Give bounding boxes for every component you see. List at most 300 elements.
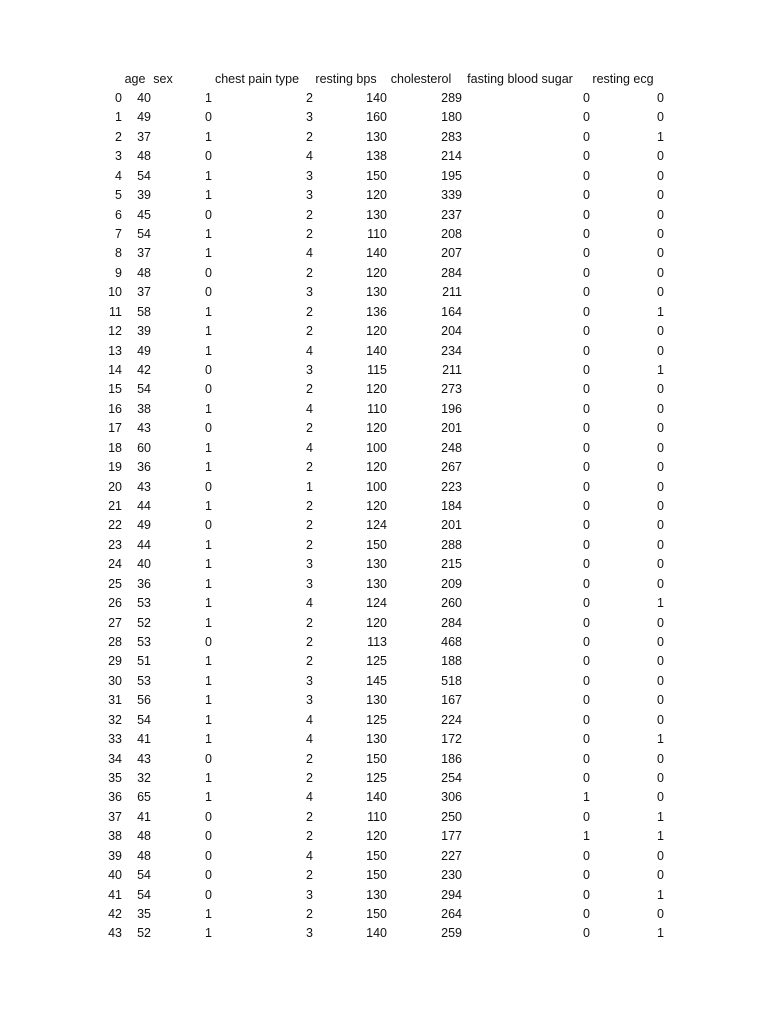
header-cholesterol: cholesterol xyxy=(390,72,452,86)
resting-bps-cell: 145 xyxy=(366,673,387,688)
resting-bps-cell: 120 xyxy=(366,829,387,844)
row-index: 10 xyxy=(108,285,122,300)
cholesterol-cell: 201 xyxy=(441,518,462,533)
age-cell: 58 xyxy=(137,304,151,319)
sex-cell: 1 xyxy=(205,168,212,183)
cholesterol-cell: 260 xyxy=(441,596,462,611)
sex-cell: 1 xyxy=(205,673,212,688)
age-cell: 32 xyxy=(137,771,151,786)
chest-pain-type-cell: 2 xyxy=(306,129,313,144)
fasting-blood-sugar-cell: 0 xyxy=(583,129,590,144)
fasting-blood-sugar-cell: 0 xyxy=(583,91,590,105)
chest-pain-type-cell: 3 xyxy=(306,363,313,378)
chest-pain-type-cell: 4 xyxy=(306,343,313,358)
resting-ecg-cell: 0 xyxy=(657,421,664,436)
age-cell: 44 xyxy=(137,537,151,552)
resting-bps-cell: 136 xyxy=(366,304,387,319)
resting-ecg-cell: 0 xyxy=(657,790,664,805)
fasting-blood-sugar-cell: 0 xyxy=(583,460,590,475)
sex-cell: 1 xyxy=(205,460,212,475)
fasting-blood-sugar-cell: 0 xyxy=(583,343,590,358)
resting-ecg-cell: 0 xyxy=(657,440,664,455)
age-cell: 56 xyxy=(137,693,151,708)
chest-pain-type-cell: 4 xyxy=(306,246,313,261)
age-cell: 37 xyxy=(137,129,151,144)
row-index: 28 xyxy=(108,635,122,650)
age-cell: 43 xyxy=(137,421,151,436)
fasting-blood-sugar-cell: 0 xyxy=(583,518,590,533)
resting-ecg-cell: 1 xyxy=(657,304,664,319)
resting-bps-cell: 125 xyxy=(366,712,387,727)
resting-bps-cell: 100 xyxy=(366,440,387,455)
age-cell: 41 xyxy=(137,809,151,824)
chest-pain-type-cell: 2 xyxy=(306,265,313,280)
header-resting-ecg: resting ecg xyxy=(592,72,654,86)
chest-pain-type-cell: 3 xyxy=(306,576,313,591)
age-cell: 37 xyxy=(137,246,151,261)
row-index: 7 xyxy=(115,227,122,241)
sex-cell: 1 xyxy=(205,324,212,339)
fasting-blood-sugar-cell: 0 xyxy=(583,848,590,863)
age-cell: 53 xyxy=(137,673,151,688)
resting-ecg-cell: 0 xyxy=(657,673,664,688)
fasting-blood-sugar-cell: 0 xyxy=(583,440,590,455)
row-index: 5 xyxy=(115,188,122,203)
sex-cell: 1 xyxy=(205,926,212,941)
sex-cell: 1 xyxy=(205,732,212,747)
resting-ecg-cell: 1 xyxy=(657,596,664,611)
resting-ecg-cell: 1 xyxy=(657,829,664,844)
cholesterol-cell: 273 xyxy=(441,382,462,397)
cholesterol-cell: 284 xyxy=(441,615,462,630)
row-index: 1 xyxy=(115,110,122,125)
fasting-blood-sugar-cell: 0 xyxy=(583,907,590,922)
sex-cell: 1 xyxy=(205,304,212,319)
chest-pain-type-cell: 4 xyxy=(306,401,313,416)
age-cell: 43 xyxy=(137,479,151,494)
resting-ecg-cell: 0 xyxy=(657,518,664,533)
resting-bps-cell: 130 xyxy=(366,207,387,222)
resting-bps-cell: 130 xyxy=(366,576,387,591)
age-cell: 48 xyxy=(137,149,151,164)
chest-pain-type-cell: 3 xyxy=(306,110,313,125)
row-index: 34 xyxy=(108,751,122,766)
age-cell: 49 xyxy=(137,110,151,125)
resting-bps-cell: 130 xyxy=(366,887,387,902)
row-index: 29 xyxy=(108,654,122,669)
sex-cell: 0 xyxy=(205,479,212,494)
sex-cell: 0 xyxy=(205,382,212,397)
cholesterol-cell: 215 xyxy=(441,557,462,572)
age-cell: 48 xyxy=(137,829,151,844)
row-index: 33 xyxy=(108,732,122,747)
sex-cell: 1 xyxy=(205,576,212,591)
row-index: 42 xyxy=(108,907,122,922)
sex-cell: 1 xyxy=(205,129,212,144)
chest-pain-type-cell: 4 xyxy=(306,596,313,611)
sex-cell: 1 xyxy=(205,246,212,261)
fasting-blood-sugar-cell: 0 xyxy=(583,168,590,183)
age-cell: 37 xyxy=(137,285,151,300)
age-cell: 54 xyxy=(137,382,151,397)
fasting-blood-sugar-cell: 0 xyxy=(583,654,590,669)
fasting-blood-sugar-cell: 0 xyxy=(583,188,590,203)
resting-ecg-cell: 0 xyxy=(657,848,664,863)
row-index: 27 xyxy=(108,615,122,630)
resting-bps-cell: 110 xyxy=(367,809,387,824)
age-cell: 53 xyxy=(137,635,151,650)
fasting-blood-sugar-cell: 0 xyxy=(583,479,590,494)
age-cell: 36 xyxy=(137,460,151,475)
cholesterol-cell: 230 xyxy=(441,868,462,883)
row-index: 41 xyxy=(108,887,122,902)
cholesterol-cell: 283 xyxy=(441,129,462,144)
chest-pain-type-cell: 3 xyxy=(306,188,313,203)
row-index: 37 xyxy=(108,809,122,824)
row-index: 14 xyxy=(108,363,122,378)
chest-pain-type-cell: 4 xyxy=(306,149,313,164)
row-index: 31 xyxy=(108,693,122,708)
age-cell: 38 xyxy=(137,401,151,416)
chest-pain-type-cell: 4 xyxy=(306,848,313,863)
cholesterol-cell: 223 xyxy=(441,479,462,494)
resting-ecg-cell: 0 xyxy=(657,91,664,105)
chest-pain-type-cell: 2 xyxy=(306,615,313,630)
row-index: 8 xyxy=(115,246,122,261)
resting-bps-cell: 113 xyxy=(367,635,387,650)
age-cell: 49 xyxy=(137,518,151,533)
fasting-blood-sugar-cell: 0 xyxy=(583,421,590,436)
age-cell: 48 xyxy=(137,848,151,863)
sex-cell: 0 xyxy=(205,868,212,883)
resting-bps-cell: 130 xyxy=(366,693,387,708)
resting-bps-cell: 120 xyxy=(366,615,387,630)
age-cell: 49 xyxy=(137,343,151,358)
fasting-blood-sugar-cell: 1 xyxy=(583,790,590,805)
cholesterol-cell: 196 xyxy=(441,401,462,416)
cholesterol-cell: 339 xyxy=(441,188,462,203)
row-index: 3 xyxy=(115,149,122,164)
resting-ecg-cell: 0 xyxy=(657,557,664,572)
chest-pain-type-cell: 2 xyxy=(306,499,313,514)
cholesterol-cell: 211 xyxy=(442,363,462,378)
sex-cell: 0 xyxy=(205,110,212,125)
row-index: 15 xyxy=(108,382,122,397)
fasting-blood-sugar-cell: 0 xyxy=(583,110,590,125)
resting-ecg-cell: 0 xyxy=(657,499,664,514)
row-index: 40 xyxy=(108,868,122,883)
resting-bps-cell: 120 xyxy=(366,265,387,280)
row-index: 19 xyxy=(108,460,122,475)
sex-cell: 1 xyxy=(205,654,212,669)
cholesterol-cell: 172 xyxy=(441,732,462,747)
age-cell: 54 xyxy=(137,712,151,727)
fasting-blood-sugar-cell: 0 xyxy=(583,887,590,902)
chest-pain-type-cell: 3 xyxy=(306,673,313,688)
cholesterol-cell: 237 xyxy=(441,207,462,222)
fasting-blood-sugar-cell: 0 xyxy=(583,285,590,300)
cholesterol-cell: 250 xyxy=(441,809,462,824)
resting-ecg-cell: 0 xyxy=(657,615,664,630)
age-cell: 54 xyxy=(137,868,151,883)
chest-pain-type-cell: 3 xyxy=(306,693,313,708)
cholesterol-cell: 207 xyxy=(441,246,462,261)
fasting-blood-sugar-cell: 0 xyxy=(583,576,590,591)
cholesterol-cell: 267 xyxy=(441,460,462,475)
age-cell: 40 xyxy=(137,91,151,105)
resting-bps-cell: 130 xyxy=(366,732,387,747)
row-index: 24 xyxy=(108,557,122,572)
sex-cell: 0 xyxy=(205,285,212,300)
fasting-blood-sugar-cell: 0 xyxy=(583,712,590,727)
resting-bps-cell: 120 xyxy=(366,188,387,203)
sex-cell: 1 xyxy=(205,401,212,416)
row-index: 11 xyxy=(109,304,122,319)
fasting-blood-sugar-cell: 0 xyxy=(583,382,590,397)
sex-cell: 1 xyxy=(205,596,212,611)
sex-cell: 1 xyxy=(205,343,212,358)
chest-pain-type-cell: 3 xyxy=(306,168,313,183)
chest-pain-type-cell: 2 xyxy=(306,771,313,786)
row-index: 36 xyxy=(108,790,122,805)
chest-pain-type-cell: 2 xyxy=(306,207,313,222)
age-cell: 39 xyxy=(137,188,151,203)
row-index: 26 xyxy=(108,596,122,611)
sex-cell: 0 xyxy=(205,887,212,902)
header-age: age xyxy=(124,72,146,86)
resting-bps-cell: 124 xyxy=(366,596,387,611)
cholesterol-cell: 209 xyxy=(441,576,462,591)
chest-pain-type-cell: 2 xyxy=(306,91,313,105)
row-index: 43 xyxy=(108,926,122,941)
resting-ecg-cell: 0 xyxy=(657,227,664,241)
chest-pain-type-cell: 3 xyxy=(306,926,313,941)
cholesterol-cell: 468 xyxy=(441,635,462,650)
age-cell: 48 xyxy=(137,265,151,280)
row-index: 22 xyxy=(108,518,122,533)
fasting-blood-sugar-cell: 0 xyxy=(583,324,590,339)
cholesterol-cell: 254 xyxy=(441,771,462,786)
resting-bps-cell: 140 xyxy=(366,790,387,805)
fasting-blood-sugar-cell: 0 xyxy=(583,732,590,747)
fasting-blood-sugar-cell: 0 xyxy=(583,304,590,319)
cholesterol-cell: 167 xyxy=(441,693,462,708)
chest-pain-type-cell: 1 xyxy=(306,479,313,494)
chest-pain-type-cell: 2 xyxy=(306,421,313,436)
resting-ecg-cell: 1 xyxy=(657,363,664,378)
resting-ecg-cell: 0 xyxy=(657,460,664,475)
cholesterol-cell: 294 xyxy=(441,887,462,902)
sex-cell: 1 xyxy=(205,91,212,105)
fasting-blood-sugar-cell: 0 xyxy=(583,926,590,941)
resting-bps-cell: 125 xyxy=(366,771,387,786)
sex-cell: 0 xyxy=(205,518,212,533)
fasting-blood-sugar-cell: 0 xyxy=(583,771,590,786)
resting-bps-cell: 140 xyxy=(366,343,387,358)
resting-ecg-cell: 0 xyxy=(657,693,664,708)
chest-pain-type-cell: 2 xyxy=(306,537,313,552)
fasting-blood-sugar-cell: 0 xyxy=(583,635,590,650)
chest-pain-type-cell: 2 xyxy=(306,635,313,650)
chest-pain-type-cell: 4 xyxy=(306,790,313,805)
resting-ecg-cell: 1 xyxy=(657,129,664,144)
resting-ecg-cell: 0 xyxy=(657,110,664,125)
age-cell: 54 xyxy=(137,887,151,902)
resting-ecg-cell: 0 xyxy=(657,207,664,222)
resting-bps-cell: 150 xyxy=(366,168,387,183)
fasting-blood-sugar-cell: 0 xyxy=(583,246,590,261)
row-index: 25 xyxy=(108,576,122,591)
resting-bps-cell: 120 xyxy=(366,382,387,397)
age-cell: 54 xyxy=(137,227,151,241)
chest-pain-type-cell: 2 xyxy=(306,751,313,766)
cholesterol-cell: 214 xyxy=(441,149,462,164)
sex-cell: 1 xyxy=(205,790,212,805)
resting-bps-cell: 138 xyxy=(366,149,387,164)
cholesterol-cell: 306 xyxy=(441,790,462,805)
resting-ecg-cell: 0 xyxy=(657,188,664,203)
cholesterol-cell: 184 xyxy=(441,499,462,514)
resting-bps-cell: 115 xyxy=(367,363,387,378)
age-cell: 35 xyxy=(137,907,151,922)
sex-cell: 0 xyxy=(205,809,212,824)
row-index: 4 xyxy=(115,168,122,183)
fasting-blood-sugar-cell: 0 xyxy=(583,673,590,688)
chest-pain-type-cell: 3 xyxy=(306,557,313,572)
row-index: 12 xyxy=(108,324,122,339)
header-fasting-blood-sugar: fasting blood sugar xyxy=(467,72,573,86)
sex-cell: 0 xyxy=(205,635,212,650)
row-index: 9 xyxy=(115,265,122,280)
resting-bps-cell: 110 xyxy=(367,227,387,241)
sex-cell: 0 xyxy=(205,363,212,378)
chest-pain-type-cell: 4 xyxy=(306,732,313,747)
fasting-blood-sugar-cell: 0 xyxy=(583,499,590,514)
age-cell: 52 xyxy=(137,615,151,630)
resting-ecg-cell: 0 xyxy=(657,635,664,650)
cholesterol-cell: 224 xyxy=(441,712,462,727)
resting-ecg-cell: 1 xyxy=(657,926,664,941)
resting-bps-cell: 150 xyxy=(366,537,387,552)
resting-bps-cell: 120 xyxy=(366,421,387,436)
age-cell: 51 xyxy=(137,654,151,669)
resting-bps-cell: 150 xyxy=(366,848,387,863)
age-cell: 41 xyxy=(137,732,151,747)
resting-bps-cell: 150 xyxy=(366,751,387,766)
resting-bps-cell: 130 xyxy=(366,285,387,300)
resting-ecg-cell: 0 xyxy=(657,771,664,786)
resting-ecg-cell: 1 xyxy=(657,732,664,747)
chest-pain-type-cell: 4 xyxy=(306,712,313,727)
row-index: 20 xyxy=(108,479,122,494)
resting-ecg-cell: 1 xyxy=(657,809,664,824)
fasting-blood-sugar-cell: 0 xyxy=(583,751,590,766)
chest-pain-type-cell: 2 xyxy=(306,304,313,319)
resting-ecg-cell: 0 xyxy=(657,868,664,883)
resting-bps-cell: 124 xyxy=(366,518,387,533)
resting-bps-cell: 100 xyxy=(366,479,387,494)
row-index: 23 xyxy=(108,537,122,552)
sex-cell: 1 xyxy=(205,693,212,708)
row-index: 0 xyxy=(115,91,122,105)
resting-ecg-cell: 0 xyxy=(657,149,664,164)
row-index: 30 xyxy=(108,673,122,688)
resting-bps-cell: 125 xyxy=(366,654,387,669)
fasting-blood-sugar-cell: 0 xyxy=(583,596,590,611)
resting-bps-cell: 110 xyxy=(367,401,387,416)
sex-cell: 0 xyxy=(205,848,212,863)
sex-cell: 0 xyxy=(205,421,212,436)
cholesterol-cell: 201 xyxy=(441,421,462,436)
sex-cell: 0 xyxy=(205,207,212,222)
age-cell: 43 xyxy=(137,751,151,766)
resting-ecg-cell: 0 xyxy=(657,654,664,669)
fasting-blood-sugar-cell: 0 xyxy=(583,537,590,552)
row-index: 35 xyxy=(108,771,122,786)
resting-bps-cell: 160 xyxy=(366,110,387,125)
header-sex: sex xyxy=(153,72,173,86)
cholesterol-cell: 177 xyxy=(441,829,462,844)
sex-cell: 1 xyxy=(205,537,212,552)
cholesterol-cell: 186 xyxy=(441,751,462,766)
resting-ecg-cell: 0 xyxy=(657,576,664,591)
age-cell: 54 xyxy=(137,168,151,183)
resting-ecg-cell: 0 xyxy=(657,382,664,397)
chest-pain-type-cell: 3 xyxy=(306,887,313,902)
sex-cell: 1 xyxy=(205,615,212,630)
age-cell: 52 xyxy=(137,926,151,941)
resting-bps-cell: 130 xyxy=(366,557,387,572)
fasting-blood-sugar-cell: 0 xyxy=(583,207,590,222)
sex-cell: 1 xyxy=(205,712,212,727)
cholesterol-cell: 227 xyxy=(441,848,462,863)
cholesterol-cell: 188 xyxy=(441,654,462,669)
sex-cell: 0 xyxy=(205,265,212,280)
cholesterol-cell: 284 xyxy=(441,265,462,280)
resting-ecg-cell: 0 xyxy=(657,285,664,300)
resting-bps-cell: 140 xyxy=(366,91,387,105)
fasting-blood-sugar-cell: 0 xyxy=(583,809,590,824)
chest-pain-type-cell: 2 xyxy=(306,518,313,533)
sex-cell: 1 xyxy=(205,771,212,786)
sex-cell: 1 xyxy=(205,227,212,241)
resting-ecg-cell: 1 xyxy=(657,887,664,902)
row-index: 17 xyxy=(108,421,122,436)
cholesterol-cell: 208 xyxy=(441,227,462,241)
cholesterol-cell: 204 xyxy=(441,324,462,339)
row-index: 2 xyxy=(115,129,122,144)
resting-bps-cell: 120 xyxy=(366,499,387,514)
cholesterol-cell: 180 xyxy=(441,110,462,125)
sex-cell: 1 xyxy=(205,907,212,922)
resting-bps-cell: 150 xyxy=(366,907,387,922)
chest-pain-type-cell: 2 xyxy=(306,809,313,824)
fasting-blood-sugar-cell: 0 xyxy=(583,363,590,378)
resting-ecg-cell: 0 xyxy=(657,479,664,494)
chest-pain-type-cell: 2 xyxy=(306,654,313,669)
chest-pain-type-cell: 2 xyxy=(306,829,313,844)
row-index: 39 xyxy=(108,848,122,863)
chest-pain-type-cell: 4 xyxy=(306,440,313,455)
row-index: 18 xyxy=(108,440,122,455)
fasting-blood-sugar-cell: 0 xyxy=(583,401,590,416)
age-cell: 45 xyxy=(137,207,151,222)
resting-bps-cell: 150 xyxy=(366,868,387,883)
chest-pain-type-cell: 2 xyxy=(306,227,313,241)
resting-bps-cell: 140 xyxy=(366,926,387,941)
fasting-blood-sugar-cell: 0 xyxy=(583,868,590,883)
sex-cell: 1 xyxy=(205,557,212,572)
